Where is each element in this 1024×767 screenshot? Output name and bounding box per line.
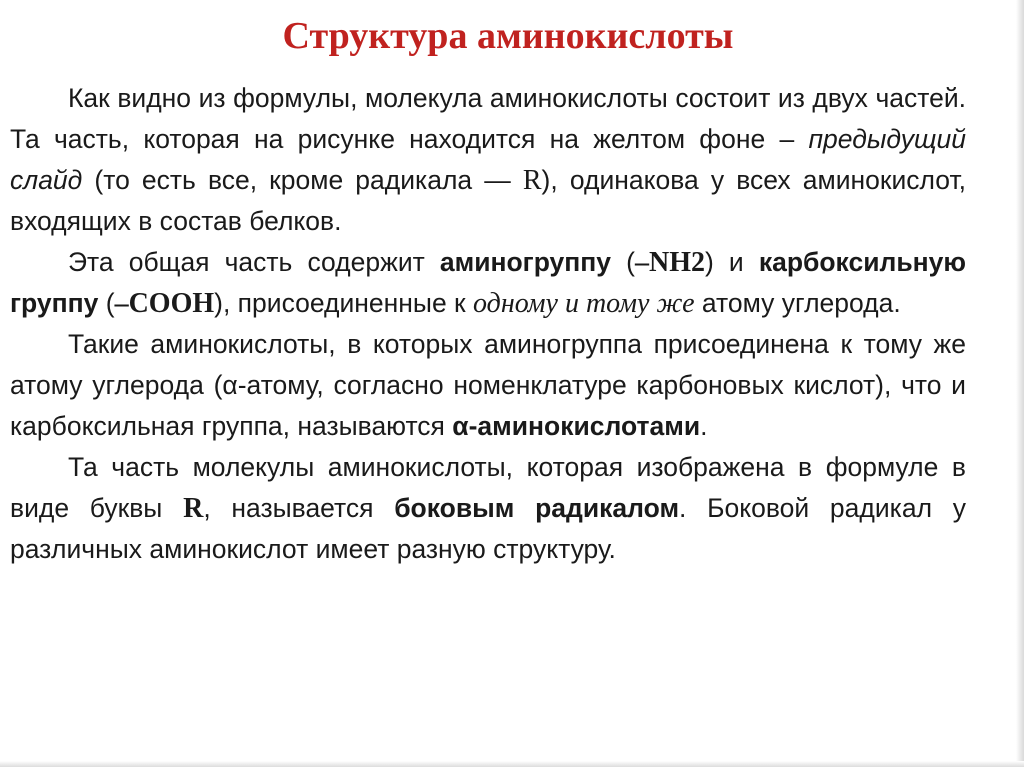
- italic-same-atom: одному и тому же: [473, 288, 695, 319]
- term-alpha-amino-acids: α-аминокислотами: [452, 411, 701, 441]
- text-segment: (: [98, 288, 115, 318]
- slide-title: Структура аминокислоты: [282, 15, 734, 57]
- text-segment: ) и: [704, 247, 759, 277]
- paragraph-functional-groups: [10, 242, 966, 324]
- radical-symbol-bold: R: [183, 493, 204, 524]
- paragraph-side-radical: [10, 447, 966, 570]
- text-segment: Эта общая часть содержит: [68, 247, 440, 277]
- formula-cooh: –COOH: [114, 288, 215, 319]
- text-segment: , называется: [203, 493, 395, 523]
- text-segment: Как видно из формулы, молекула аминокислоты состоит из двух частей. Та часть, которая на рисунке находится на желтом фоне –: [10, 83, 966, 154]
- italic-reference-previous-slide: предыдущий слайд: [10, 124, 966, 195]
- term-carboxyl-group: карбоксильную группу: [10, 247, 966, 318]
- text-segment: атому углерода.: [694, 288, 901, 318]
- text-segment: Та часть молекулы аминокислоты, которая изображена в формуле в виде буквы: [10, 452, 966, 523]
- text-segment: .: [700, 411, 708, 441]
- paragraph-alpha-amino-acids: [10, 324, 966, 447]
- text-segment: (: [611, 247, 635, 277]
- text-segment: (то есть все, кроме радикала —: [82, 165, 523, 195]
- text-segment: ), присоединенные к: [214, 288, 474, 318]
- formula-nh2: –NH2: [634, 247, 705, 278]
- text-segment: Такие аминокислоты, в которых аминогруппа присоединена к тому же атому углерода (α-атому, согласно номенклатуре карбоновых кислот), что и карбоксильная группа, называются: [10, 329, 966, 441]
- radical-symbol: R: [522, 165, 542, 196]
- term-side-radical: боковым радикалом: [394, 493, 680, 523]
- text-segment: ), одинакова у всех аминокислот, входящих в состав белков.: [10, 165, 967, 236]
- text-segment: . Боковой радикал у различных аминокислот имеет разную структуру.: [10, 493, 966, 564]
- slide-right-edge-shadow: [1016, 0, 1024, 767]
- term-amino-group: аминогруппу: [439, 247, 612, 277]
- slide-bottom-edge-shadow: [0, 761, 1024, 767]
- paragraph-common-part: [10, 78, 966, 242]
- slide-body: [10, 78, 966, 570]
